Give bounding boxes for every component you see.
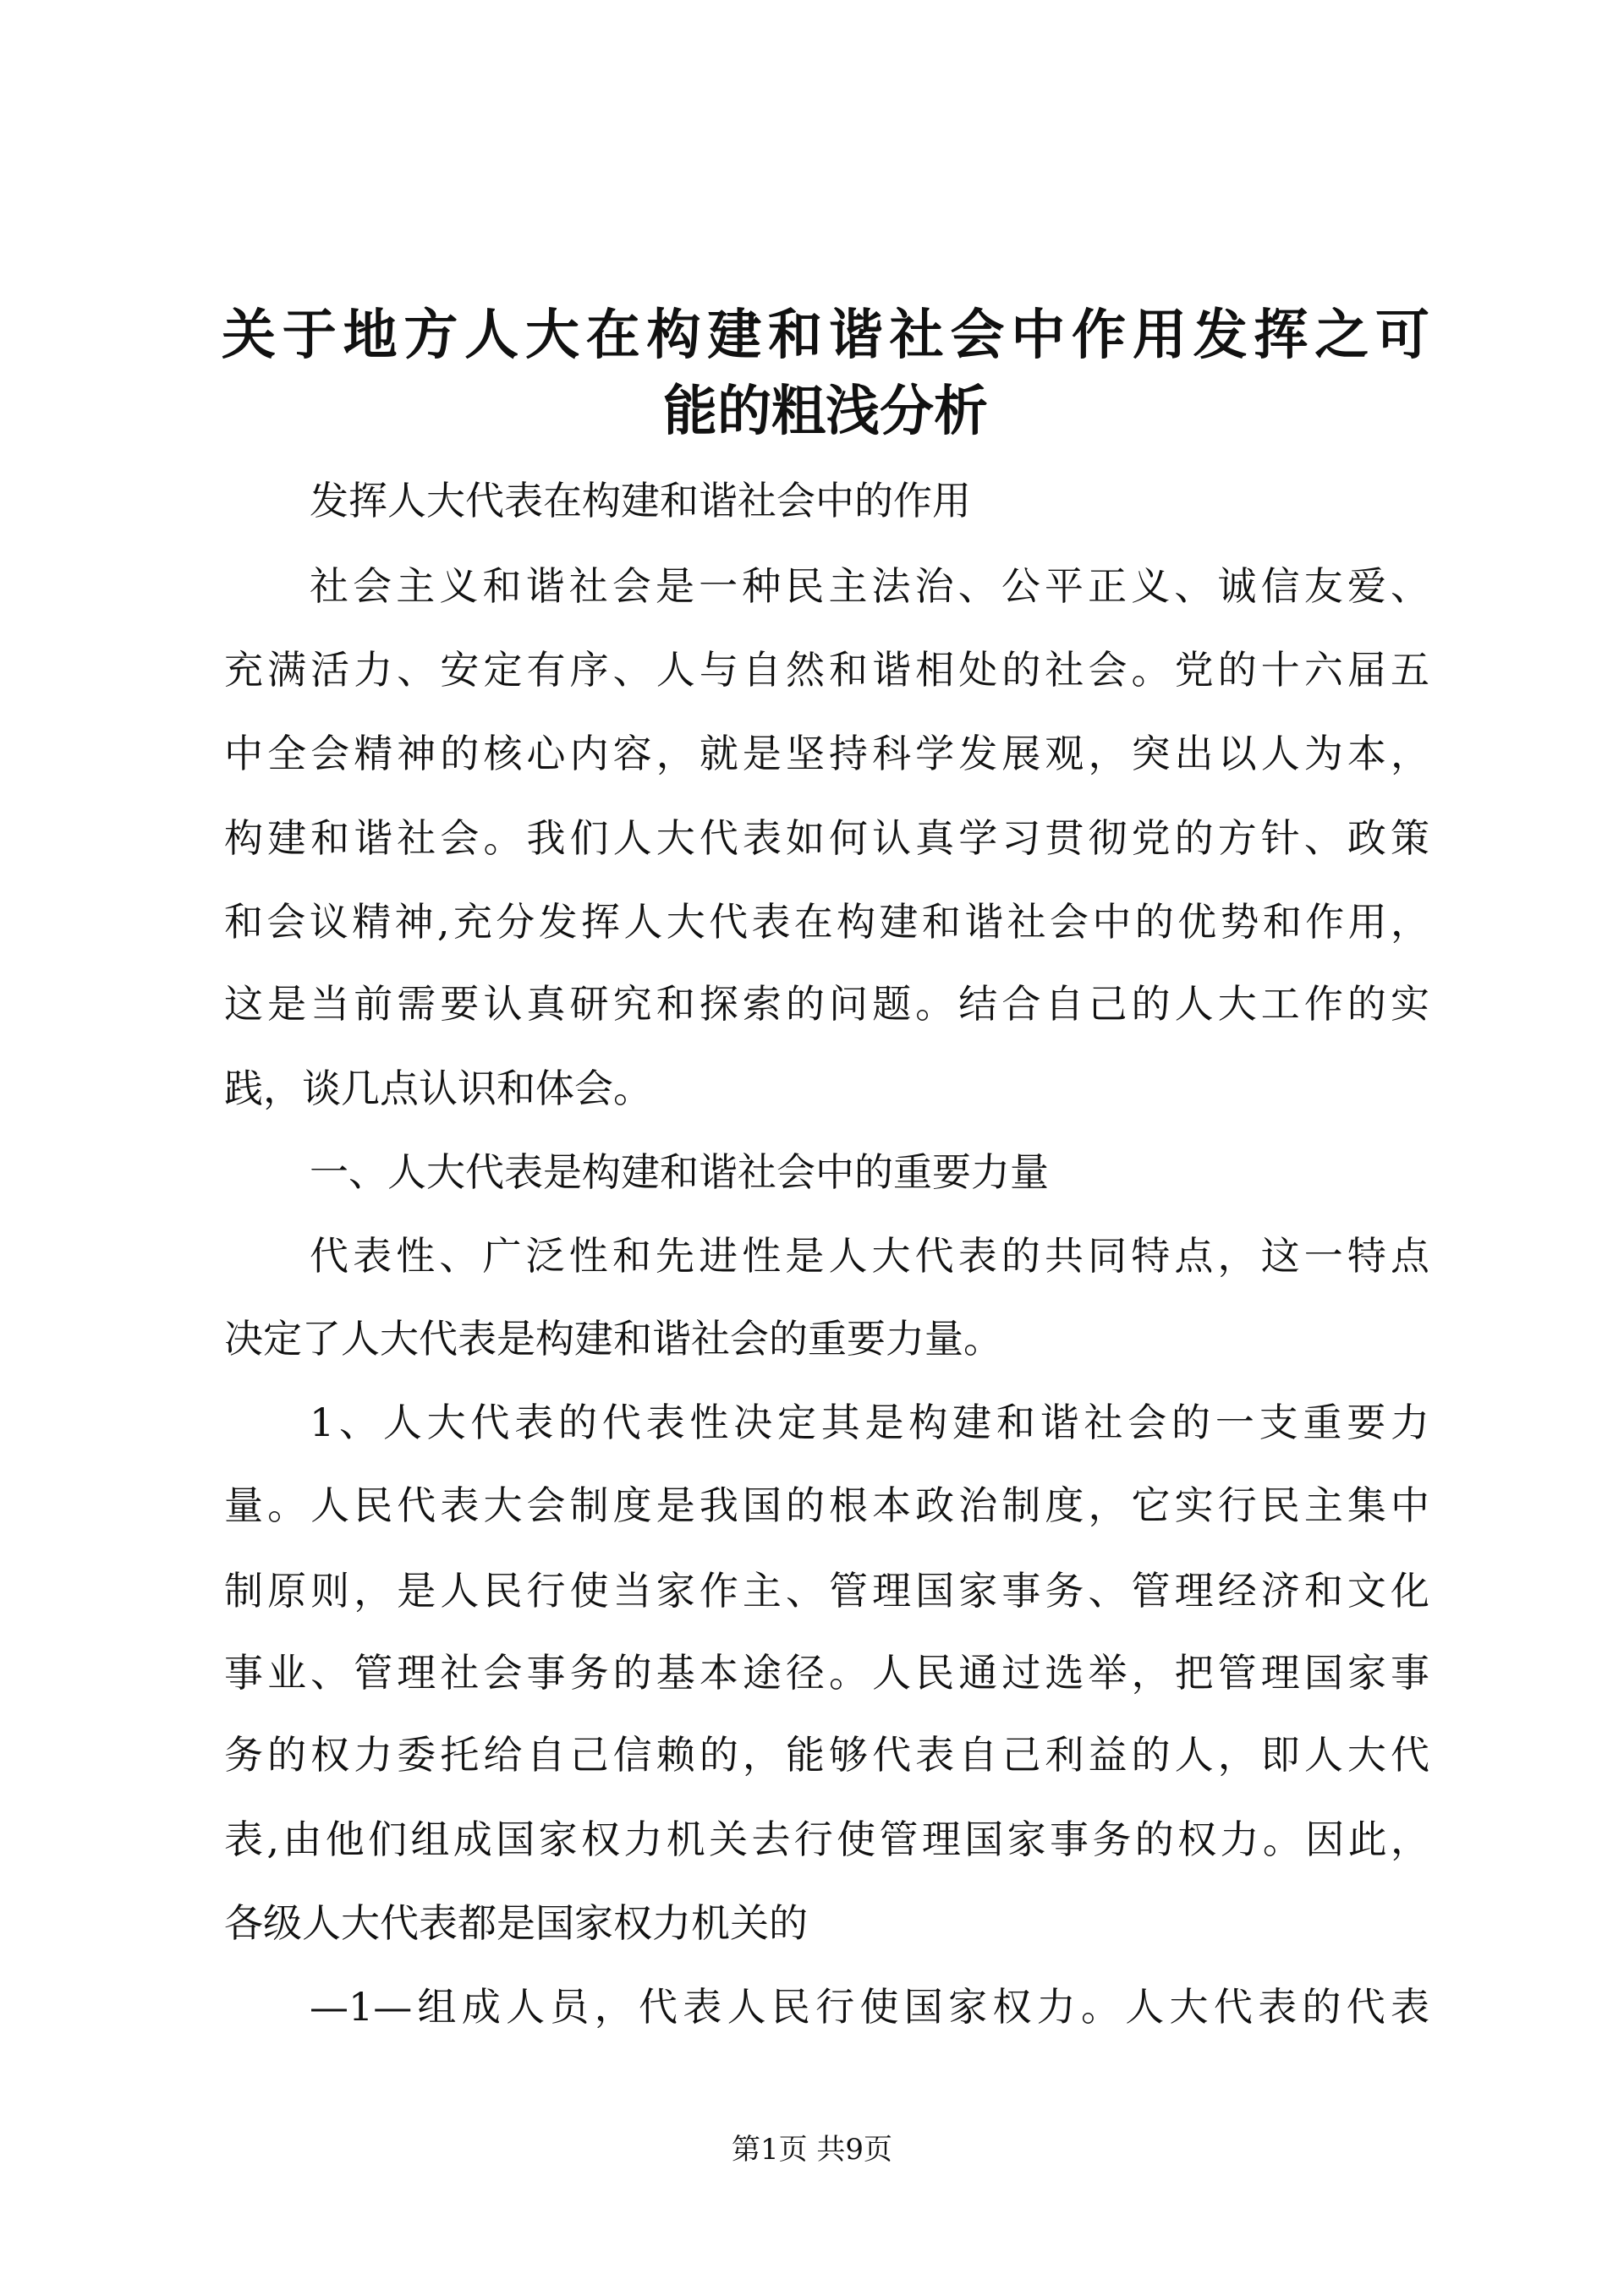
body-line: 决定了人大代表是构建和谐社会的重要力量。 — [224, 1316, 1002, 1362]
body-line: 表,由他们组成国家权力机关去行使管理国家事务的权力。因此， — [224, 1817, 1429, 1862]
document-title-line-1: 关于地方人大在构建和谐社会中作用发挥之可 — [222, 304, 1429, 367]
body-line: 务的权力委托给自己信赖的，能够代表自己利益的人，即人大代 — [224, 1732, 1429, 1778]
body-line: 充满活力、安定有序、人与自然和谐相处的社会。党的十六届五 — [224, 647, 1429, 693]
body-line: 一、人大代表是构建和谐社会中的重要力量 — [310, 1149, 1049, 1195]
body-line: 社会主义和谐社会是一种民主法治、公平正义、诚信友爱、 — [310, 563, 1429, 609]
body-line: 中全会精神的核心内容，就是坚持科学发展观，突出以人为本， — [224, 731, 1429, 776]
document-title-line-2: 能的粗浅分析 — [663, 380, 988, 443]
body-line: —1—组成人员，代表人民行使国家权力。人大代表的代表 — [310, 1984, 1429, 2030]
body-line: 发挥人大代表在构建和谐社会中的作用 — [310, 478, 971, 523]
body-line: 和会议精神,充分发挥人大代表在构建和谐社会中的优势和作用， — [224, 899, 1429, 945]
body-line: 各级人大代表都是国家权力机关的 — [224, 1900, 808, 1946]
body-line: 这是当前需要认真研究和探索的问题。结合自己的人大工作的实 — [224, 981, 1429, 1027]
body-line: 构建和谐社会。我们人大代表如何认真学习贯彻党的方针、政策 — [224, 815, 1429, 861]
body-line: 制原则，是人民行使当家作主、管理国家事务、管理经济和文化 — [224, 1568, 1429, 1614]
body-line: 践，谈几点认识和体会。 — [224, 1066, 652, 1111]
body-line: 量。人民代表大会制度是我国的根本政治制度，它实行民主集中 — [224, 1482, 1429, 1528]
body-line: 事业、管理社会事务的基本途径。人民通过选举，把管理国家事 — [224, 1650, 1429, 1696]
page-footer: 第1页 共9页 — [731, 2133, 893, 2167]
body-line: 1、人大代表的代表性决定其是构建和谐社会的一支重要力 — [310, 1400, 1429, 1445]
body-line: 代表性、广泛性和先进性是人大代表的共同特点，这一特点 — [310, 1233, 1429, 1279]
